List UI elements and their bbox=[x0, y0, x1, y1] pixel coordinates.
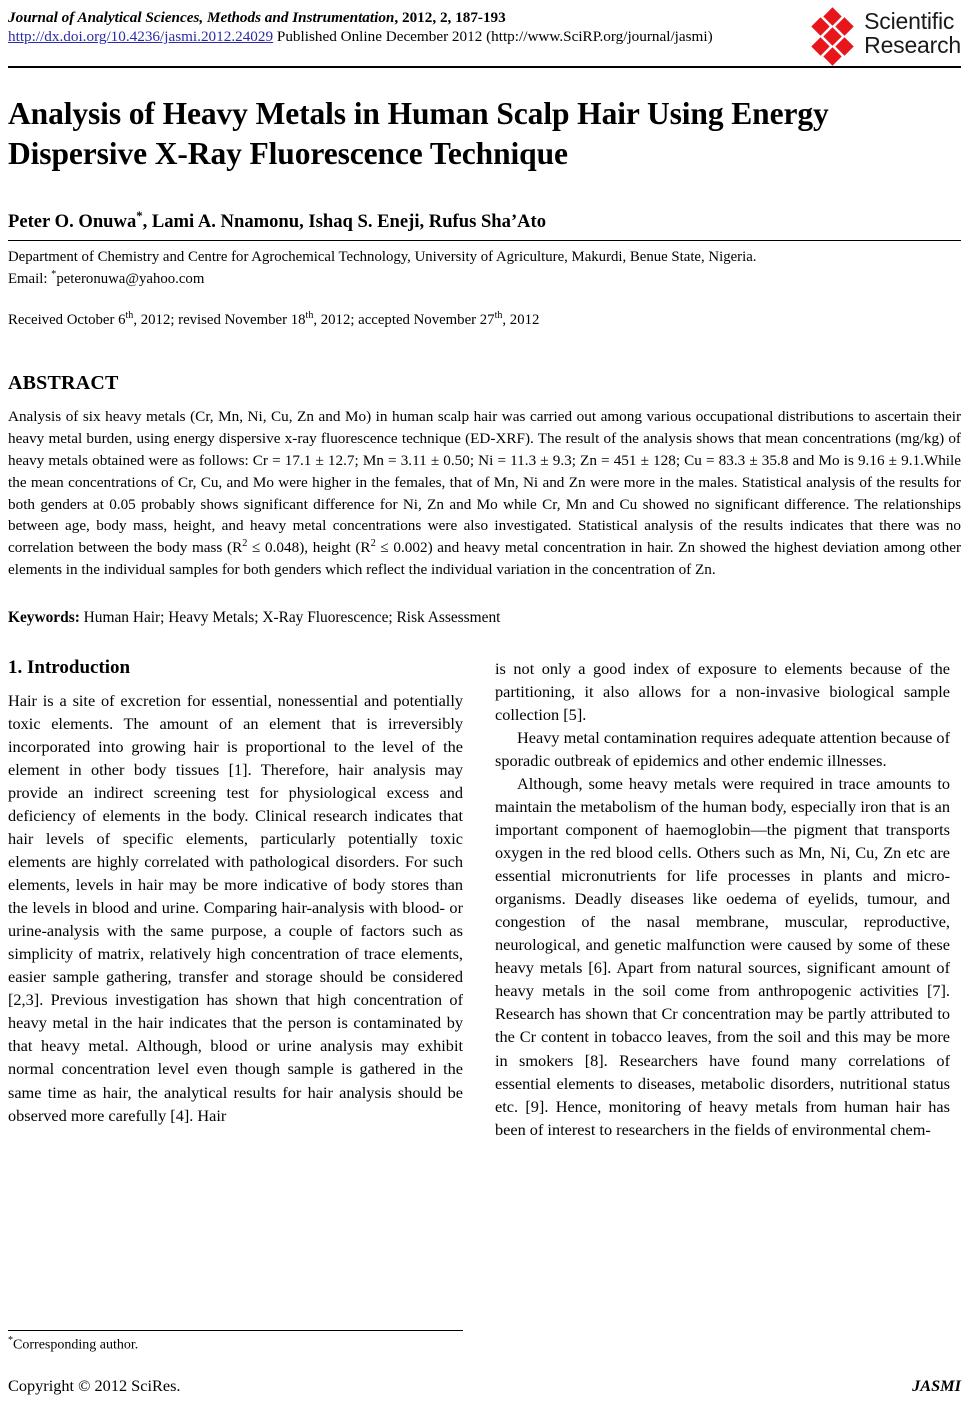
masthead-text bbox=[8, 8, 853, 46]
email-address: peteronuwa@yahoo.com bbox=[56, 270, 205, 287]
affiliation-line: Department of Chemistry and Centre for Agrochemical Technology, University of Agriculture, Makurdi, Benue State, Nigeria. bbox=[8, 249, 757, 266]
published-online-note: Published Online December 2012 (http://www.SciRP.org/journal/jasmi) bbox=[273, 28, 713, 45]
abstract-part-2: ≤ 0.048), height (R bbox=[247, 539, 371, 557]
footnote-star-marker: * bbox=[8, 1335, 14, 1346]
logo-wordmark bbox=[864, 10, 961, 58]
accepted-ordinal: th bbox=[494, 310, 503, 322]
keywords-line bbox=[8, 607, 961, 629]
r-squared-exponent-2: 2 bbox=[370, 538, 376, 550]
footnote-divider bbox=[8, 1330, 463, 1331]
logo-line-1: Scientific bbox=[864, 8, 955, 35]
email-star-marker: * bbox=[51, 268, 57, 280]
intro-paragraph-right-2: Heavy metal contamination requires adequate attention because of sporadic outbreak of epidemics and other endemic illnesses. bbox=[495, 727, 950, 770]
abstract-part-3: ≤ 0.002) and heavy metal concentration in hair. Zn showed the highest deviation among other elements in the individual samples for both genders which reflect the individual variation in the concentration of Zn. bbox=[8, 539, 962, 579]
submission-dates bbox=[8, 309, 961, 331]
footnote-label: Corresponding author. bbox=[13, 1337, 139, 1353]
masthead-doi-line bbox=[8, 27, 853, 46]
journal-issue-info: , 2012, 2, 187-193 bbox=[394, 9, 506, 26]
authors-divider bbox=[8, 240, 961, 241]
affiliation-block bbox=[8, 248, 961, 289]
intro-paragraph-right-3: Although, some heavy metals were required in trace amounts to maintain the metabolism of the human body, especially iron that is an important component of haemoglobin—the pigment that transports oxygen in the red blood cells. Others such as Mn, Ni, Cu, Zn etc are essential micronutrients for life processes in plants and micro-organisms. Deadly diseases like oedema of eyelids, tumour, and congestion of the nasal membrane, muscular, reproductive, neurological, and genetic malfunction were caused by some of these heavy metals [6]. Apart from natural sources, significant amount of heavy metals in the soil come from anthropogenic activities [7]. Research has shown that Cr concentration may be partly attributed to the Cr content in tobacco leaves, from the soil and this may be more in smokers [8]. Researchers have found many correlations of essential elements to diseases, metabolic disorders, nutritional status etc. [9]. Hence, monitoring of heavy metals from human hair has been of interest to researchers in the fields of environmental chem- bbox=[495, 773, 950, 1139]
email-line bbox=[8, 268, 961, 290]
abstract-part-1: Analysis of six heavy metals (Cr, Mn, Ni, Cu, Zn and Mo) in human scalp hair was carried out among various occupational distributions to ascertain their heavy metal burden, using energy dispersive x-ray fluorescence technique (ED-XRF). The result of the analysis shows that mean concentrations (mg/kg) of heavy metals obtained were as follows: Cr = 17.1 ± 12.7; Mn = 3.11 ± 0.50; Ni = 11.3 ± 9.3; Zn = 451 ± 128; Cu = 83.3 ± 35.8 and Mo is 9.16 ± 9.1.While the mean concentrations of Cr, Cu, and Mo were higher in the females, that of Mn, Ni and Zn were more in the males. Statistical analysis of the results for both genders at 0.05 probably shows significant difference for Ni, Zn and Mo while Cr, Mn and Cu showed no significant difference. The relationships between age, body mass, height, and heavy metal concentrations were also investigated. Statistical analysis of the results indicates that there was no correlation between the body mass (R bbox=[8, 407, 961, 557]
masthead-journal-line bbox=[8, 8, 853, 27]
email-label: Email: bbox=[8, 270, 52, 287]
author-list bbox=[8, 209, 961, 234]
revised-ordinal: th bbox=[305, 310, 314, 322]
section-heading-introduction: 1. Introduction bbox=[8, 656, 131, 678]
author-others: , Lami A. Nnamonu, Ishaq S. Eneji, Rufus Sha’Ato bbox=[142, 210, 547, 232]
keywords-label: Keywords: bbox=[8, 609, 80, 627]
accepted-label: , 2012; accepted November 27 bbox=[313, 312, 495, 329]
diamond-grid-icon bbox=[808, 10, 858, 58]
footnote-area bbox=[8, 1330, 463, 1355]
journal-title: Journal of Analytical Sciences, Methods and Instrumentation bbox=[8, 9, 395, 26]
body-columns bbox=[8, 657, 961, 1141]
left-column bbox=[8, 657, 463, 1141]
masthead bbox=[8, 8, 961, 66]
doi-link[interactable]: http://dx.doi.org/10.4236/jasmi.2012.24029 bbox=[8, 28, 274, 45]
abstract-text bbox=[8, 406, 961, 581]
intro-paragraph-right-1: is not only a good index of exposure to elements because of the partitioning, it also allows for a non-invasive biological sample collection [5]. bbox=[495, 658, 950, 724]
received-label: Received October 6 bbox=[8, 312, 126, 329]
copyright-notice: Copyright © 2012 SciRes. bbox=[8, 1376, 181, 1395]
abstract-heading: ABSTRACT bbox=[8, 371, 119, 394]
corresponding-author-marker: * bbox=[136, 208, 143, 223]
logo-line-2: Research bbox=[864, 32, 961, 58]
footnote-text bbox=[8, 1334, 463, 1355]
r-squared-exponent-1: 2 bbox=[242, 538, 248, 550]
page-footer bbox=[8, 1376, 961, 1396]
masthead-divider bbox=[8, 66, 961, 68]
page-title: Analysis of Heavy Metals in Human Scalp Hair Using Energy Dispersive X-Ray Fluorescence Technique bbox=[8, 96, 829, 172]
right-column bbox=[495, 657, 950, 1141]
accepted-year: , 2012 bbox=[502, 312, 540, 329]
revised-label: , 2012; revised November 18 bbox=[133, 312, 306, 329]
keywords-values: Human Hair; Heavy Metals; X-Ray Fluorescence; Risk Assessment bbox=[79, 609, 501, 627]
author-first: Peter O. Onuwa bbox=[8, 210, 137, 232]
received-ordinal: th bbox=[125, 310, 134, 322]
intro-paragraph-left: Hair is a site of excretion for essential, nonessential and potentially toxic elements. The amount of an element that is irreversibly incorporated into growing hair is proportional to the level of the element in other body tissues [1]. Therefore, hair analysis may provide an indirect screening test for physiological excess and deficiency of elements in the body. Clinical research indicates that hair levels of specific elements, particularly potentially toxic elements are highly correlated with pathological disorders. For such elements, levels in hair may be more indicative of body stores than the levels in blood and urine. Comparing hair-analysis with blood- or urine-analysis with the same purpose, a couple of factors such as simplicity of matrix, relatively high concentration of trace elements, easier sample gathering, transfer and storage should be considered [2,3]. Previous investigation has shown that high concentration of heavy metal in the hair indicates that the person is contaminated by that heavy metal. Although, blood or urine analysis may exhibit normal concentration level even though sample is gathered in the same time as hair, the analytical results for hair analysis should be observed more carefully [4]. Hair bbox=[8, 690, 463, 1125]
scirp-logo bbox=[808, 10, 961, 58]
journal-abbreviation: JASMI bbox=[912, 1376, 961, 1395]
